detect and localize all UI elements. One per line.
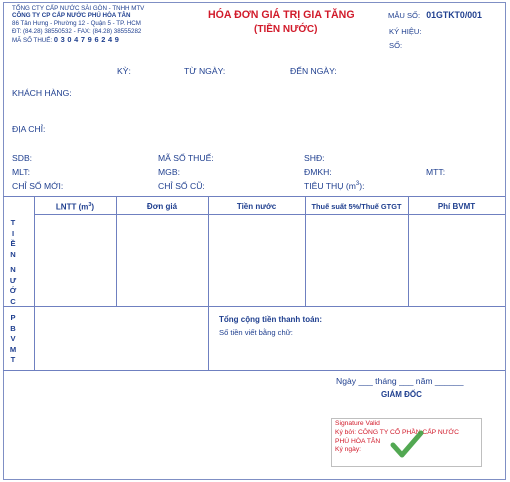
- section2-letter: T: [10, 355, 16, 364]
- mtt-label: MTT:: [426, 167, 446, 177]
- mlt-label: MLT:: [12, 167, 30, 177]
- tax-code-label: MÃ SỐ THUẾ:: [12, 37, 53, 44]
- old-index-label: CHỈ SỐ CŨ:: [158, 181, 205, 191]
- dmkh-label: ĐMKH:: [304, 167, 332, 177]
- total-payment-label: Tổng cộng tiền thanh toán:: [219, 315, 323, 324]
- shd-label: SHĐ:: [304, 153, 325, 163]
- digital-signature: [331, 418, 482, 467]
- column-lntt-label: LNTT (m: [55, 202, 89, 212]
- form-number: [388, 10, 482, 20]
- column-vat: Thuế suất 5%/Thuế GTGT: [311, 202, 402, 211]
- tax-code-value: 0 3 0 4 7 9 6 2 4 9: [53, 35, 120, 44]
- section2-letter: P: [10, 313, 16, 322]
- symbol-label: KÝ HIỆU:: [389, 27, 422, 36]
- column-lntt-end: ): [91, 202, 95, 212]
- signature-status: Signature Valid: [335, 420, 380, 427]
- invoice-title: HÓA ĐƠN GIÁ TRỊ GIA TĂNG: [208, 9, 355, 21]
- invoice-frame: [3, 2, 506, 480]
- sign-date: Ngày ___ tháng ___ năm ______: [336, 376, 464, 386]
- column-lntt: [34, 202, 116, 212]
- section1-letter: C: [10, 296, 16, 306]
- section1-letter: Ề: [10, 239, 16, 248]
- company-address: 86 Tân Hưng - Phường 12 - Quận 5 - TP. HCM: [12, 20, 141, 27]
- consumption-label: [304, 181, 364, 191]
- section1-letter: Ư: [9, 275, 17, 285]
- section1-letter: N: [10, 265, 16, 274]
- section2-letter: M: [9, 344, 17, 354]
- to-date-label: ĐẾN NGÀY:: [290, 66, 337, 76]
- mgb-label: MGB:: [158, 167, 180, 177]
- period-label: KỲ:: [117, 66, 131, 76]
- invoice-number-label: SỐ:: [389, 41, 403, 50]
- signature-date: Ký ngày:: [335, 446, 362, 454]
- section1-letter: N: [10, 249, 16, 259]
- consumption-sup: 3: [355, 181, 360, 188]
- table-vline-1: [34, 196, 35, 370]
- table-vline-4: [305, 196, 306, 306]
- form-number-label: MẪU SỐ:: [388, 11, 421, 20]
- table-mid-line: [3, 306, 505, 307]
- new-index-label: CHỈ SỐ MỚI:: [12, 181, 64, 191]
- section1-letter: I: [11, 228, 15, 238]
- table-top-line: [3, 196, 505, 197]
- signature-signer-cont: PHÚ HÒA TÂN: [335, 437, 381, 445]
- table-vline-3: [208, 196, 209, 370]
- company-name: CÔNG TY CP CẤP NƯỚC PHÚ HÒA TÂN: [12, 12, 131, 19]
- customer-name-label: KHÁCH HÀNG:: [12, 88, 72, 98]
- customer-address-label: ĐỊA CHỈ:: [12, 124, 46, 134]
- check-icon: [390, 429, 424, 459]
- form-number-value: 01GTKT0/001: [426, 10, 482, 20]
- invoice-subtitle: (TIỀN NƯỚC): [254, 24, 318, 35]
- company-parent-name: TỔNG CTY CẤP NƯỚC SÀI GÒN - TNHH MTV: [12, 5, 145, 12]
- table-vline-2: [116, 196, 117, 306]
- column-unit-price: Đơn giá: [146, 202, 178, 211]
- signature-signer: Ký bởi: CÔNG TY CỔ PHẦN CẤP NƯỚC: [335, 428, 459, 436]
- amount-in-words-label: Số tiền viết bằng chữ:: [219, 328, 293, 337]
- section2-letter: V: [10, 334, 16, 343]
- director-label: GIÁM ĐỐC: [381, 390, 422, 399]
- column-env-fee: Phí BVMT: [437, 202, 476, 211]
- table-vline-5: [408, 196, 409, 306]
- section-tien-nuoc: [6, 218, 20, 307]
- sdb-label: SDB:: [12, 153, 33, 163]
- consumption-end: ):: [359, 181, 365, 191]
- column-lntt-sup: 3: [88, 202, 92, 208]
- customer-tax-code-label: MÃ SỐ THUẾ:: [158, 153, 214, 163]
- consumption-text: TIÊU THỤ (m: [304, 181, 356, 191]
- table-bottom-line: [3, 370, 505, 371]
- company-phone-fax: ĐT: (84.28) 38550532 - FAX: (84.28) 38555282: [12, 28, 142, 35]
- section1-letter: T: [10, 218, 16, 227]
- company-tax-code: [12, 36, 119, 45]
- section-pbvmt: [6, 313, 20, 366]
- column-water-amount: Tiền nước: [236, 202, 277, 211]
- section1-letter: Ớ: [9, 286, 17, 295]
- table-header-line: [34, 214, 505, 215]
- section2-letter: B: [10, 323, 16, 333]
- from-date-label: TỪ NGÀY:: [184, 66, 226, 76]
